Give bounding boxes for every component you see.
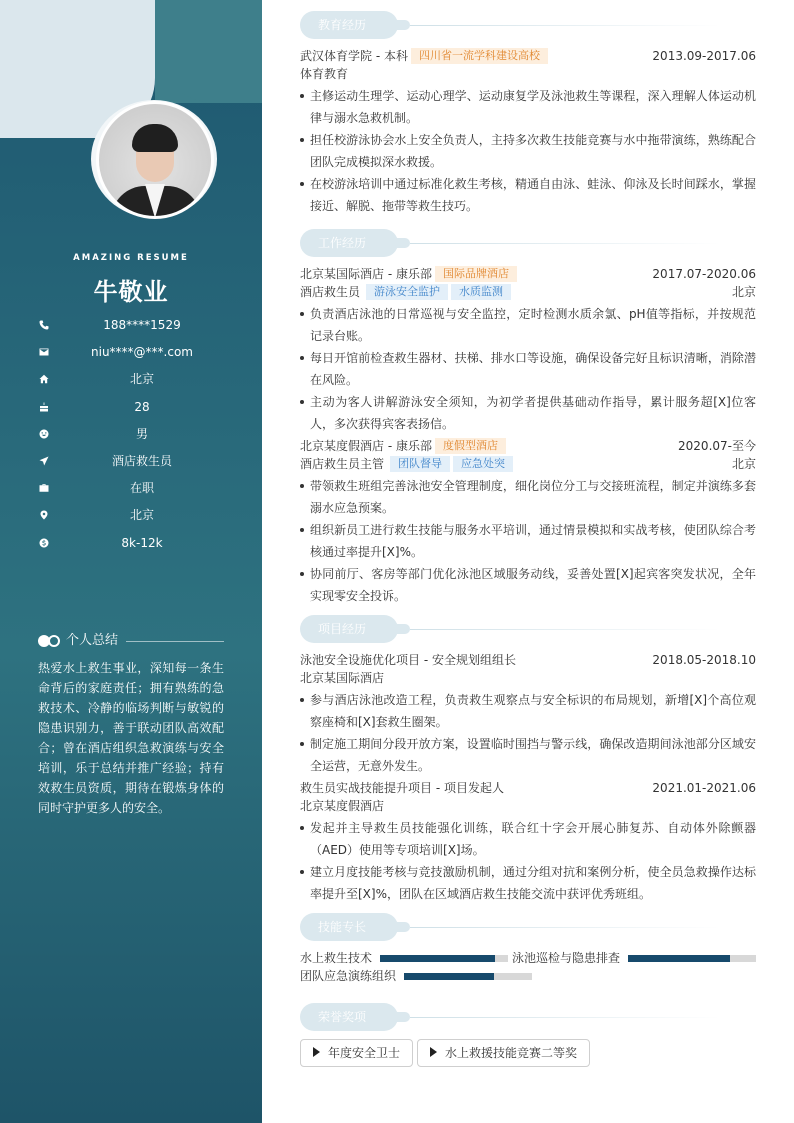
skill-bar-fill bbox=[380, 955, 495, 962]
project-entry bbox=[300, 651, 756, 777]
job-bullets bbox=[300, 475, 756, 607]
project-dates: 2018.05-2018.10 bbox=[652, 653, 756, 667]
gender-value: 男 bbox=[135, 426, 148, 441]
company-tag: 度假型酒店 bbox=[435, 438, 506, 454]
job-city: 北京 bbox=[731, 457, 756, 471]
phone-value: 188****1529 bbox=[103, 318, 181, 332]
skill-bar bbox=[404, 973, 532, 980]
divider bbox=[126, 641, 224, 642]
skill-bar bbox=[628, 955, 756, 962]
list-item: 每日开馆前检查救生器材、扶梯、排水口等设施，确保设备完好且标识清晰，消除潜在风险。 bbox=[300, 347, 756, 391]
salary-value: 8k-12k bbox=[121, 535, 163, 550]
education-header-row bbox=[300, 47, 756, 65]
project-name: 救生员实战技能提升项目 - 项目发起人 bbox=[300, 781, 504, 795]
education-bullets bbox=[300, 85, 756, 217]
skill-item bbox=[300, 949, 510, 967]
job-dates: 2017.07-2020.06 bbox=[652, 267, 756, 281]
summary-title: 个人总结 bbox=[66, 633, 119, 648]
skill-bar bbox=[380, 955, 508, 962]
summary-text: 热爱水上救生事业，深知每一条生命背后的家庭责任；拥有熟练的急救技术、冷静的临场判断与敏锐的隐患识别力，善于联动团队高效配合；曾在酒店组织急救演练与安全培训，乐于总结并推广经验；持有效救生员资质，期待在锻炼身体的同时守护更多人的安全。 bbox=[38, 661, 224, 815]
list-item: 担任校游泳协会水上安全负责人，主持多次救生技能竞赛与水中拖带演练，熟练配合团队完成模拟深水救援。 bbox=[300, 129, 756, 173]
send-icon bbox=[38, 455, 50, 467]
list-item: 建立月度技能考核与竞技激励机制，通过分组对抗和案例分析，使全员急救操作达标率提升至[X]%，团队在区域酒店救生技能交流中获评优秀班组。 bbox=[300, 861, 756, 905]
list-item: 带领救生班组完善泳池安全管理制度，细化岗位分工与交接班流程，制定并演练多套溺水应急预案。 bbox=[300, 475, 756, 519]
play-icon bbox=[430, 1047, 437, 1057]
list-item: 参与酒店泳池改造工程，负责救生观察点与安全标识的布局规划，新增[X]个高位观察座椅和[X]套救生圈架。 bbox=[300, 689, 756, 733]
info-gender bbox=[38, 423, 238, 450]
role-tag: 游泳安全监护 bbox=[366, 284, 448, 300]
phone-icon bbox=[38, 319, 50, 331]
honor-badge bbox=[300, 1039, 413, 1067]
location-icon bbox=[38, 509, 50, 521]
position-value: 酒店救生员 bbox=[111, 453, 172, 468]
skill-name: 水上救生技术 bbox=[300, 951, 373, 965]
job-header-row bbox=[300, 437, 756, 455]
info-email bbox=[38, 341, 238, 368]
cake-icon bbox=[38, 401, 50, 413]
job-role-row bbox=[300, 455, 756, 473]
job-entry bbox=[300, 265, 756, 435]
project-org: 北京某国际酒店 bbox=[300, 671, 385, 685]
list-item: 发起并主导救生员技能强化训练，联合红十字会开展心肺复苏、自动体外除颤器（AED）使用等专项培训[X]场。 bbox=[300, 817, 756, 861]
info-salary bbox=[38, 532, 238, 559]
info-position bbox=[38, 450, 238, 477]
skill-name: 团队应急演练组织 bbox=[300, 969, 397, 983]
info-city bbox=[38, 504, 238, 531]
list-item: 主动为客人讲解游泳安全须知，为初学者提供基础动作指导，累计服务超[X]位客人，多次获得宾客表扬信。 bbox=[300, 391, 756, 435]
email-value: niu****@***.com bbox=[91, 345, 193, 360]
role-tag: 水质监测 bbox=[451, 284, 511, 300]
project-org: 北京某度假酒店 bbox=[300, 799, 385, 813]
education-dates: 2013.09-2017.06 bbox=[652, 49, 756, 63]
honors-list bbox=[300, 1039, 756, 1067]
skills-section bbox=[300, 913, 756, 993]
divider bbox=[410, 1017, 720, 1018]
summary-header bbox=[38, 631, 224, 651]
list-item: 制定施工期间分段开放方案，设置临时围挡与警示线，确保改造期间泳池部分区域安全运营，无意外发生。 bbox=[300, 733, 756, 777]
info-phone bbox=[38, 314, 238, 341]
job-dates: 2020.07-至今 bbox=[678, 439, 756, 453]
section-header bbox=[300, 615, 756, 643]
home-icon bbox=[38, 373, 50, 385]
skill-item bbox=[300, 967, 540, 985]
company-name: 北京某度假酒店 - 康乐部 bbox=[300, 439, 432, 453]
skill-name: 泳池巡检与隐患排查 bbox=[512, 951, 621, 965]
list-item: 负责酒店泳池的日常巡视与安全监控，定时检测水质余氯、pH值等指标，并按规范记录台账。 bbox=[300, 303, 756, 347]
job-role: 酒店救生员主管 bbox=[300, 457, 385, 471]
project-name: 泳池安全设施优化项目 - 安全规划组组长 bbox=[300, 653, 516, 667]
skill-item bbox=[512, 949, 756, 967]
section-header bbox=[300, 913, 756, 941]
section-header bbox=[300, 11, 756, 39]
company-name: 北京某国际酒店 - 康乐部 bbox=[300, 267, 432, 281]
circles-icon bbox=[38, 635, 60, 647]
project-bullets bbox=[300, 817, 756, 905]
honor-label: 年度安全卫士 bbox=[328, 1046, 401, 1060]
project-header-row bbox=[300, 779, 756, 797]
projects-section bbox=[300, 615, 756, 905]
job-bullets bbox=[300, 303, 756, 435]
major: 体育教育 bbox=[300, 67, 349, 81]
mail-icon bbox=[38, 346, 50, 358]
briefcase-icon bbox=[38, 482, 50, 494]
divider bbox=[410, 927, 720, 928]
section-title: 荣誉奖项 bbox=[300, 1003, 398, 1031]
contact-info-list bbox=[38, 314, 238, 559]
section-header bbox=[300, 229, 756, 257]
company-tag: 国际品牌酒店 bbox=[435, 266, 517, 282]
job-role-row bbox=[300, 283, 756, 301]
list-item: 协同前厅、客房等部门优化泳池区域服务动线，妥善处置[X]起宾客突发状况，全年实现零安全投诉。 bbox=[300, 563, 756, 607]
section-header bbox=[300, 1003, 756, 1031]
info-residence bbox=[38, 368, 238, 395]
resume-tagline: AMAZING RESUME bbox=[73, 253, 189, 263]
job-header-row bbox=[300, 265, 756, 283]
section-title: 工作经历 bbox=[300, 229, 398, 257]
money-icon bbox=[38, 537, 50, 549]
list-item: 主修运动生理学、运动心理学、运动康复学及泳池救生等课程，深入理解人体运动机律与溺水急救机制。 bbox=[300, 85, 756, 129]
city-value: 北京 bbox=[129, 508, 154, 523]
smile-icon bbox=[38, 428, 50, 440]
education-section bbox=[300, 11, 756, 217]
section-title: 教育经历 bbox=[300, 11, 398, 39]
sidebar bbox=[0, 0, 262, 1123]
school-name: 武汉体育学院 - 本科 bbox=[300, 49, 408, 63]
divider bbox=[410, 629, 720, 630]
list-item: 在校游泳培训中通过标准化救生考核，精通自由泳、蛙泳、仰泳及长时间踩水，掌握接近、解脱、拖带等救生技巧。 bbox=[300, 173, 756, 217]
age-value: 28 bbox=[134, 399, 150, 414]
project-entry bbox=[300, 779, 756, 905]
section-title: 技能专长 bbox=[300, 913, 398, 941]
job-entry bbox=[300, 437, 756, 607]
corner-decoration-right bbox=[155, 0, 262, 103]
honor-label: 水上救援技能竞赛二等奖 bbox=[445, 1046, 578, 1060]
candidate-name: 牛敬业 bbox=[93, 278, 169, 306]
info-status bbox=[38, 477, 238, 504]
honor-badge bbox=[417, 1039, 590, 1067]
residence-value: 北京 bbox=[129, 372, 154, 387]
avatar bbox=[96, 101, 214, 219]
section-title: 项目经历 bbox=[300, 615, 398, 643]
role-tag: 团队督导 bbox=[390, 456, 450, 472]
play-icon bbox=[313, 1047, 320, 1057]
divider bbox=[410, 243, 720, 244]
role-tag: 应急处突 bbox=[453, 456, 513, 472]
skill-bar-fill bbox=[628, 955, 730, 962]
work-section bbox=[300, 229, 756, 607]
list-item: 组织新员工进行救生技能与服务水平培训，通过情景模拟和实战考核，使团队综合考核通过率提升[X]%。 bbox=[300, 519, 756, 563]
job-city: 北京 bbox=[731, 285, 756, 299]
job-role: 酒店救生员 bbox=[300, 285, 361, 299]
status-value: 在职 bbox=[129, 481, 154, 496]
honors-section bbox=[300, 1003, 756, 1073]
project-dates: 2021.01-2021.06 bbox=[652, 781, 756, 795]
divider bbox=[410, 25, 720, 26]
skill-bar-fill bbox=[404, 973, 494, 980]
project-bullets bbox=[300, 689, 756, 777]
school-tag: 四川省一流学科建设高校 bbox=[411, 48, 548, 64]
info-age bbox=[38, 396, 238, 423]
project-header-row bbox=[300, 651, 756, 669]
